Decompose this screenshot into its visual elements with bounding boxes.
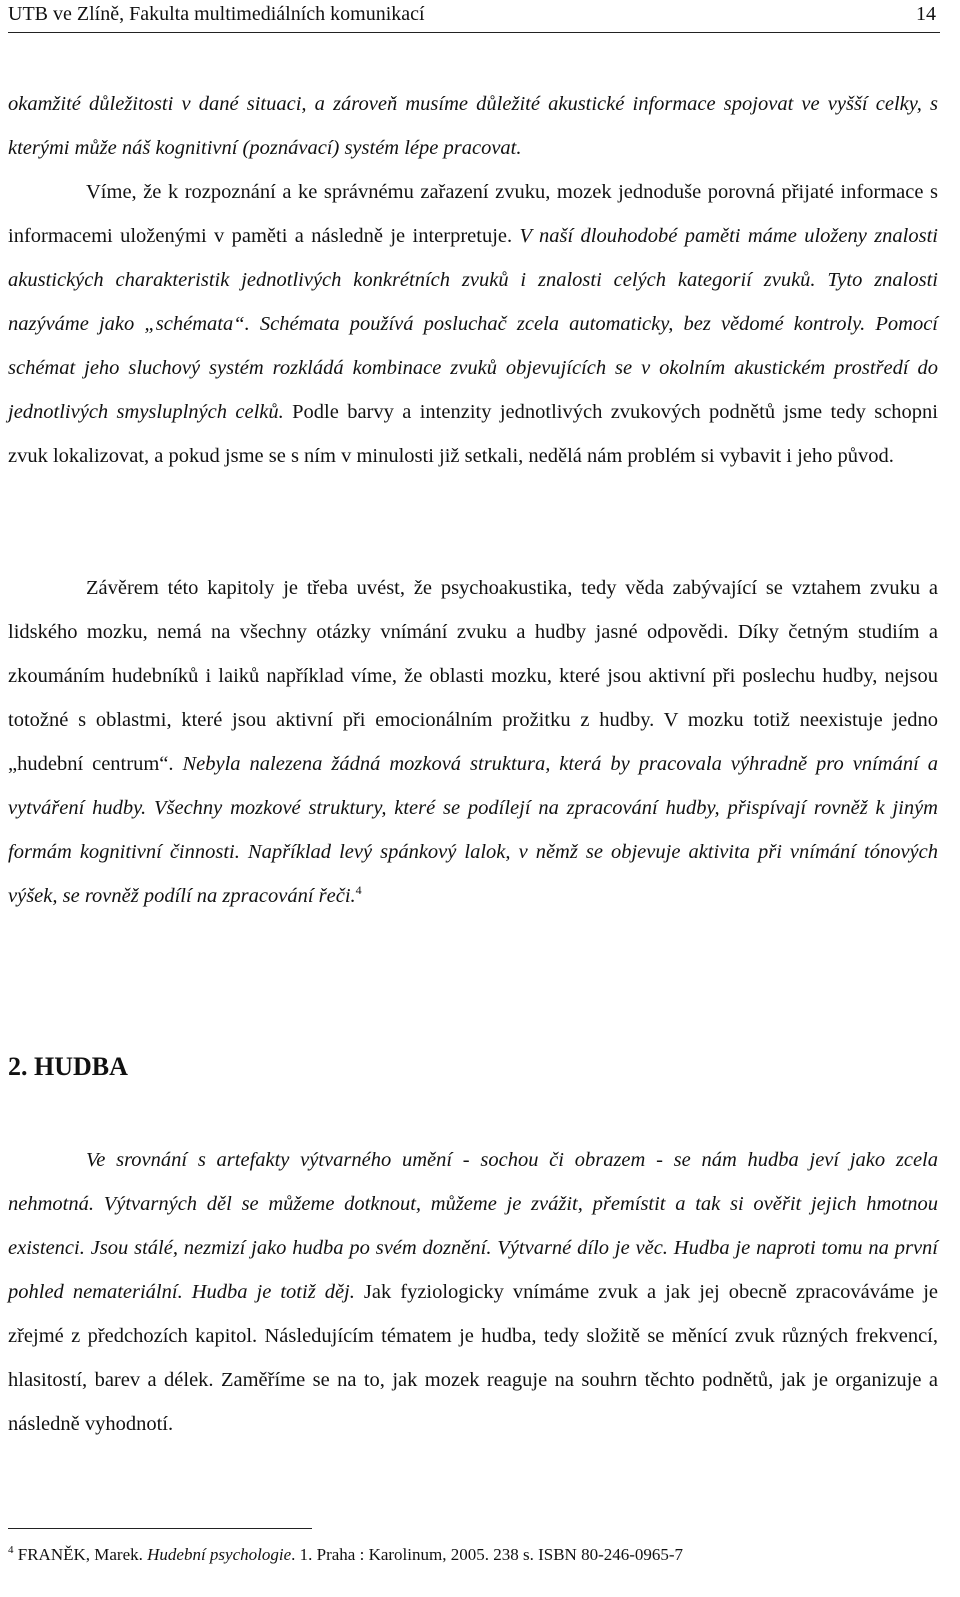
body-text: Závěrem této kapitoly je třeba uvést, že psychoakustika, tedy věda zabývající se vztahem zvuku a lidského mozku, nemá na všechny otázky vnímání zvuku a hudby jasné odpovědi. Díky četným studiím a zkoumáním hudebníků i laiků například víme, že oblasti mozku, které jsou aktivní při poslechu hudby, nejsou totožné s oblastmi, které jsou aktivní při emocionálním prožitku z hudby. V mozku totiž neexistuje jedno „hudební centrum“. bbox=[8, 577, 938, 775]
paragraph-conclusion bbox=[8, 566, 938, 918]
page-number: 14 bbox=[916, 3, 936, 25]
footnote-reference: 4 bbox=[355, 883, 362, 897]
footnote-title: Hudební psychologie bbox=[147, 1545, 292, 1564]
body-text: Víme, že k rozpoznání a ke správnému zařazení zvuku, mozek jednoduše porovná přijaté informace s informacemi uloženými v paměti a následně je interpretuje. bbox=[8, 181, 938, 247]
italic-text: Ve srovnání s artefakty výtvarného umění - sochou či obrazem - se nám hudba jeví jako zcela nehmotná. Výtvarných děl se můžeme dotknout, můžeme je zvážit, přemístit a tak si ověřit jejich hmotnou existenci. Jsou stálé, nezmizí jako hudba po svém doznění. Výtvarné dílo je věc. Hudba je naproti tomu na první pohled nemateriální. Hudba je totiž děj. bbox=[8, 1149, 938, 1303]
italic-text: Nebyla nalezena žádná mozková struktura, která by pracovala výhradně pro vnímání a vytváření hudby. Všechny mozkové struktury, které se podílejí na zpracování hudby, přispívají rovněž k jiným formám kognitivní činnosti. Například levý spánkový lalok, v němž se objevuje aktivita při vnímání tónových výšek, se rovněž podílí na zpracování řeči. bbox=[8, 753, 938, 907]
footnote-author: FRANĚK, Marek. bbox=[13, 1545, 148, 1564]
paragraph-continuation bbox=[8, 82, 938, 170]
body-text: Podle barvy a intenzity jednotlivých zvukových podnětů jsme tedy schopni zvuk lokalizovat, a pokud jsme se s ním v minulosti již setkali, nedělá nám problém si vybavit i jeho původ. bbox=[8, 401, 938, 467]
paragraph-hudba bbox=[8, 1138, 938, 1446]
header-title: UTB ve Zlíně, Fakulta multimediálních komunikací bbox=[8, 3, 425, 25]
italic-text: V naší dlouhodobé paměti máme uloženy znalosti akustických charakteristik jednotlivých konkrétních zvuků i znalosti celých kategorií zvuků. Tyto znalosti nazýváme jako „schémata“. Schémata používá posluchač zcela automaticky, bez vědomé kontroly. Pomocí schémat jeho sluchový systém rozkládá kombinace zvuků objevujících se v okolním akustickém prostředí do jednotlivých smysluplných celků. bbox=[8, 225, 938, 423]
footnote bbox=[8, 1543, 948, 1567]
body-text: Jak fyziologicky vnímáme zvuk a jak jej obecně zpracováváme je zřejmé z předchozích kapitol. Následujícím tématem je hudba, tedy složitě se měnící zvuk různých frekvencí, hlasitostí, barev a délek. Zaměříme se na to, jak mozek reaguje na souhrn těchto podnětů, jak je organizuje a následně vyhodnotí. bbox=[8, 1281, 938, 1435]
footnote-details: . 1. Praha : Karolinum, 2005. 238 s. ISBN 80-246-0965-7 bbox=[291, 1545, 684, 1564]
italic-text: okamžité důležitosti v dané situaci, a zároveň musíme důležité akustické informace spojovat ve vyšší celky, s kterými může náš kognitivní (poznávací) systém lépe pracovat. bbox=[8, 93, 938, 159]
section-heading: 2. HUDBA bbox=[8, 1052, 128, 1081]
footnote-divider bbox=[8, 1528, 312, 1529]
page-header bbox=[8, 0, 940, 33]
footnote-number: 4 bbox=[8, 1544, 14, 1556]
paragraph-schemata bbox=[8, 170, 938, 478]
